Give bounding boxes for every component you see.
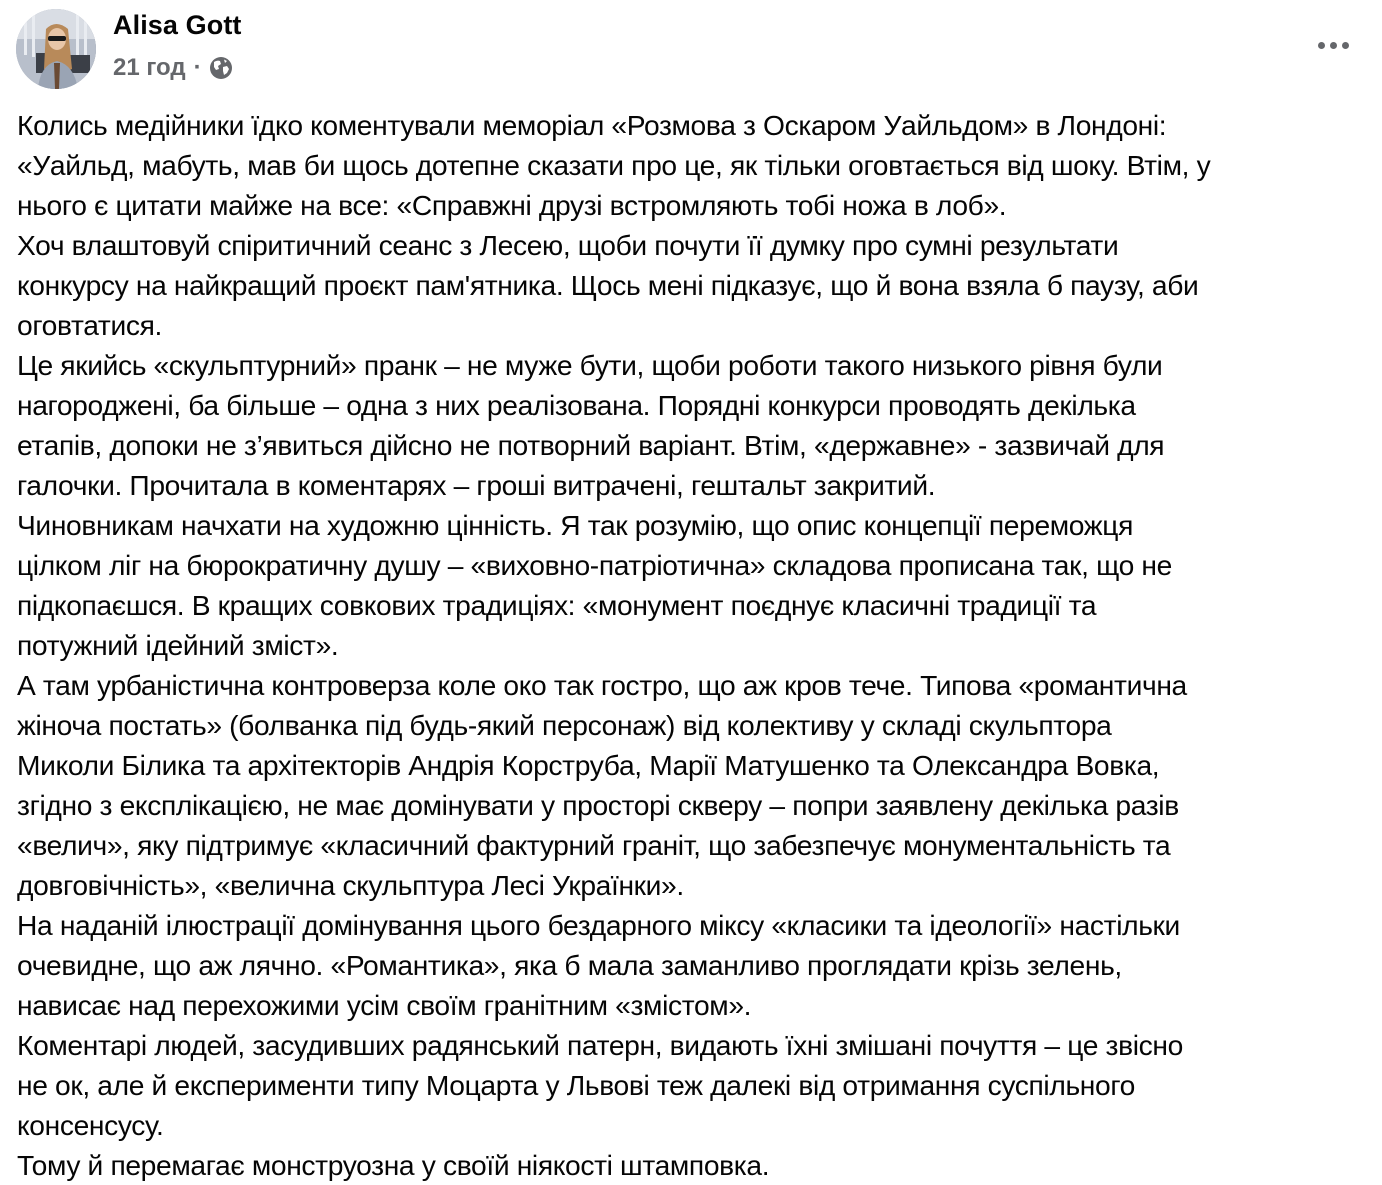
post-text-line: не ок, але й експерименти типу Моцарта у Львові теж далекі від отримання суспільного xyxy=(17,1069,1135,1101)
post-text-line: конкурсу на найкращий проєкт пам'ятника. Щось мені підказує, що й вона взяла б паузу, аби xyxy=(17,269,1199,301)
post-text-line: «велич», яку підтримує «класичний фактурний граніт, що забезпечує монументальність та xyxy=(17,829,1171,861)
post-text-line: очевидне, що аж лячно. «Романтика», яка б мала заманливо проглядати крізь зелень, xyxy=(17,949,1122,981)
post-text-line: Чиновникам начхати на художню цінність. Я так розумію, що опис концепції переможця xyxy=(17,509,1134,541)
post-text-line: згідно з експлікацією, не має домінувати у просторі скверу – попри заявлену декілька разів xyxy=(17,789,1179,821)
meta-separator: · xyxy=(193,54,202,81)
post-text-line: Колись медійники їдко коментували меморіал «Розмова з Оскаром Уайльдом» в Лондоні: xyxy=(17,109,1167,141)
post-text-line: Тому й перемагає монструозна у своїй ніякості штамповка. xyxy=(17,1149,770,1181)
post-text-line: довговічність», «велична скульптура Лесі Українки». xyxy=(17,869,684,901)
post-text-line: На наданій ілюстрації домінування цього бездарного міксу «класики та ідеології» настільки xyxy=(17,909,1180,941)
avatar[interactable] xyxy=(16,9,96,89)
post-text-line: нього є цитати майже на все: «Справжні друзі встромляють тобі ножа в лоб». xyxy=(17,189,1007,221)
post-text-line: А там урбаністична контроверза коле око так гостро, що аж кров тече. Типова «романтична xyxy=(17,669,1187,701)
post-timestamp[interactable]: 21 год xyxy=(113,54,186,81)
author-name[interactable]: Alisa Gott xyxy=(113,10,242,40)
post-text-line: Це якийсь «скульптурний» пранк – не муже бути, щоби роботи такого низького рівня були xyxy=(17,349,1163,381)
post-text-line: оговтатися. xyxy=(17,309,163,341)
more-options-icon xyxy=(1330,42,1337,49)
more-options-button[interactable] xyxy=(1308,30,1358,60)
post-text-line: жіноча постать» (болванка під будь-який персонаж) від колективу у складі скульптора xyxy=(17,709,1112,741)
post-text-line: підкопаєшся. В кращих совкових традиціях: «монумент поєднує класичні традиції та xyxy=(17,589,1097,621)
post-text-line: Миколи Білика та архітекторів Андрія Корструба, Марії Матушенко та Олександра Вовка, xyxy=(17,749,1160,781)
post-header xyxy=(0,0,1382,110)
post-text-line: «Уайльд, мабуть, мав би щось дотепне сказати про це, як тільки оговтається від шоку. Втім, у xyxy=(17,149,1211,181)
post-body-text xyxy=(17,105,1379,1185)
post-text-line: нагороджені, ба більше – одна з них реалізована. Порядні конкурси проводять декілька xyxy=(17,389,1136,421)
post-text-line: нависає над перехожими усім своїм гранітним «змістом». xyxy=(17,989,752,1021)
post-text-line: Коментарі людей, засудивших радянський патерн, видають їхні змішані почуття – це звісно xyxy=(17,1029,1183,1061)
post-meta xyxy=(113,54,233,82)
profile-photo-icon xyxy=(16,9,96,89)
more-options-icon xyxy=(1342,42,1349,49)
more-options-icon xyxy=(1318,42,1325,49)
post-text-line: етапів, допоки не з’явиться дійсно не потворний варіант. Втім, «державне» - зазвичай для xyxy=(17,429,1165,461)
post-text-line: консенсусу. xyxy=(17,1109,164,1141)
post-text-line: цілком ліг на бюрократичну душу – «виховно-патріотична» складова прописана так, що не xyxy=(17,549,1172,581)
post-text-line: потужний ідейний зміст». xyxy=(17,629,339,661)
globe-icon[interactable] xyxy=(209,56,233,80)
post-text-line: галочки. Прочитала в коментарях – гроші витрачені, гештальт закритий. xyxy=(17,469,936,501)
post-text-line: Хоч влаштовуй спіритичний сеанс з Лесею, щоби почути її думку про сумні результати xyxy=(17,229,1119,261)
